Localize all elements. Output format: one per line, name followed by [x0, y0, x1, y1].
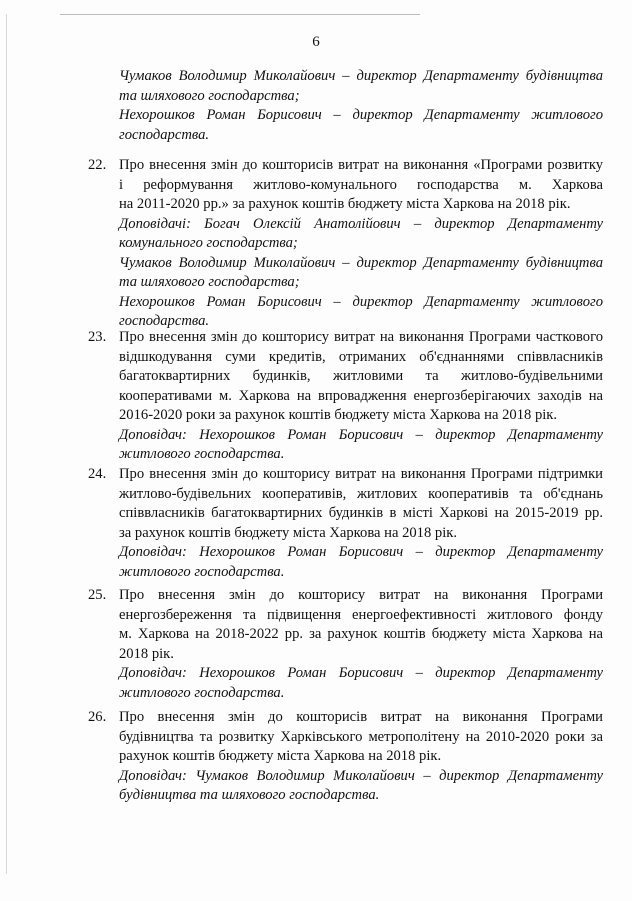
- item-body: [119, 328, 603, 465]
- item-text-line: рахунок коштів бюджету міста Харкова на 2018 рік.: [119, 748, 442, 764]
- agenda-item: [88, 328, 603, 465]
- item-text-line: житлово-будівельних кооперативів, житлових кооперативів та об'єднань: [119, 485, 603, 502]
- speaker-line: Доповідач: Нехорошков Роман Борисович – директор Департаменту: [119, 426, 603, 443]
- speaker-line: Доповідачі: Богач Олексій Анатолійович – директор Департаменту: [119, 215, 603, 232]
- agenda-item: [88, 708, 603, 806]
- item-text-line: Про внесення змін до кошторису витрат на виконання Програми часткового: [119, 329, 603, 345]
- item-text-line: 2016-2020 роки за рахунок коштів бюджету міста Харкова на 2018 рік.: [119, 407, 558, 423]
- item-number: 26.: [88, 709, 107, 725]
- speaker-line: житлового господарства.: [119, 684, 285, 701]
- agenda-item: [88, 465, 603, 582]
- agenda-item: [88, 156, 603, 332]
- item-text-line: багатоквартирних будинків, житловими та житлово-будівельними: [119, 368, 603, 384]
- agenda-item: [88, 586, 603, 703]
- speaker-line: та шляхового господарства;: [119, 274, 300, 290]
- item-number: 22.: [88, 157, 107, 173]
- speaker-line: Нехорошков Роман Борисович – директор Департаменту житлового: [119, 293, 603, 310]
- speaker-line: господарства.: [119, 126, 210, 143]
- speaker-line: житлового господарства.: [119, 446, 285, 462]
- item-text-line: Про внесення змін до кошторису витрат на виконання Програми підтримки: [119, 466, 603, 482]
- speaker-line: Чумаков Володимир Миколайович – директор Департаменту будівництва: [119, 68, 603, 84]
- item-text-line: і реформування житлово-комунального господарства м. Харкова: [119, 176, 603, 193]
- item-number: 23.: [88, 329, 107, 345]
- continuation-block: [119, 67, 603, 145]
- item-body: [119, 586, 603, 703]
- speaker-line: житлового господарства.: [119, 563, 285, 580]
- item-body: [119, 465, 603, 582]
- item-text-line: енергозбереження та підвищення енергоефективності житлового фонду: [119, 606, 603, 623]
- speaker-line: будівництва та шляхового господарства.: [119, 787, 380, 803]
- item-text-line: м. Харкова на 2018-2022 рр. за рахунок коштів бюджету міста Харкова на: [119, 626, 603, 642]
- item-text-line: кооперативами м. Харкова на впровадження енергозберігаючих заходів на: [119, 387, 603, 404]
- scan-edge-line: [6, 14, 7, 874]
- speaker-line: та шляхового господарства;: [119, 87, 300, 104]
- speaker-line: господарства.: [119, 313, 210, 329]
- item-text-line: Про внесення змін до кошторисів витрат на виконання «Програми розвитку: [119, 157, 603, 173]
- item-text-line: на 2011-2020 рр.» за рахунок коштів бюджету міста Харкова на 2018 рік.: [119, 196, 571, 212]
- item-text-line: відшкодування суми кредитів, отриманих об'єднаннями співвласників: [119, 348, 603, 365]
- speaker-line: Чумаков Володимир Миколайович – директор Департаменту будівництва: [119, 254, 603, 271]
- speaker-line: комунального господарства;: [119, 235, 298, 251]
- item-text-line: 2018 рік.: [119, 645, 174, 662]
- item-text-line: Про внесення змін до кошторисів витрат на виконання Програми: [119, 709, 603, 725]
- scan-edge-line: [60, 14, 420, 15]
- item-text-line: за рахунок коштів бюджету міста Харкова на 2018 рік.: [119, 524, 458, 541]
- speaker-line: Доповідач: Чумаков Володимир Миколайович – директор Департаменту: [119, 767, 603, 784]
- item-text-line: будівництва та розвитку Харківського метрополітену на 2010-2020 роки за: [119, 728, 603, 745]
- item-number: 24.: [88, 466, 107, 482]
- item-text-line: Про внесення змін до кошторису витрат на виконання Програми: [119, 587, 603, 603]
- speaker-line: Доповідач: Нехорошков Роман Борисович – директор Департаменту: [119, 665, 603, 681]
- item-body: [119, 708, 603, 806]
- page-number: 6: [312, 34, 320, 50]
- item-text-line: співвласників багатоквартирних будинків в місті Харкові на 2015-2019 рр.: [119, 505, 603, 521]
- item-number: 25.: [88, 587, 107, 603]
- speaker-line: Нехорошков Роман Борисович – директор Департаменту житлового: [119, 107, 603, 123]
- item-body: [119, 156, 603, 332]
- speaker-line: Доповідач: Нехорошков Роман Борисович – директор Департаменту: [119, 544, 603, 560]
